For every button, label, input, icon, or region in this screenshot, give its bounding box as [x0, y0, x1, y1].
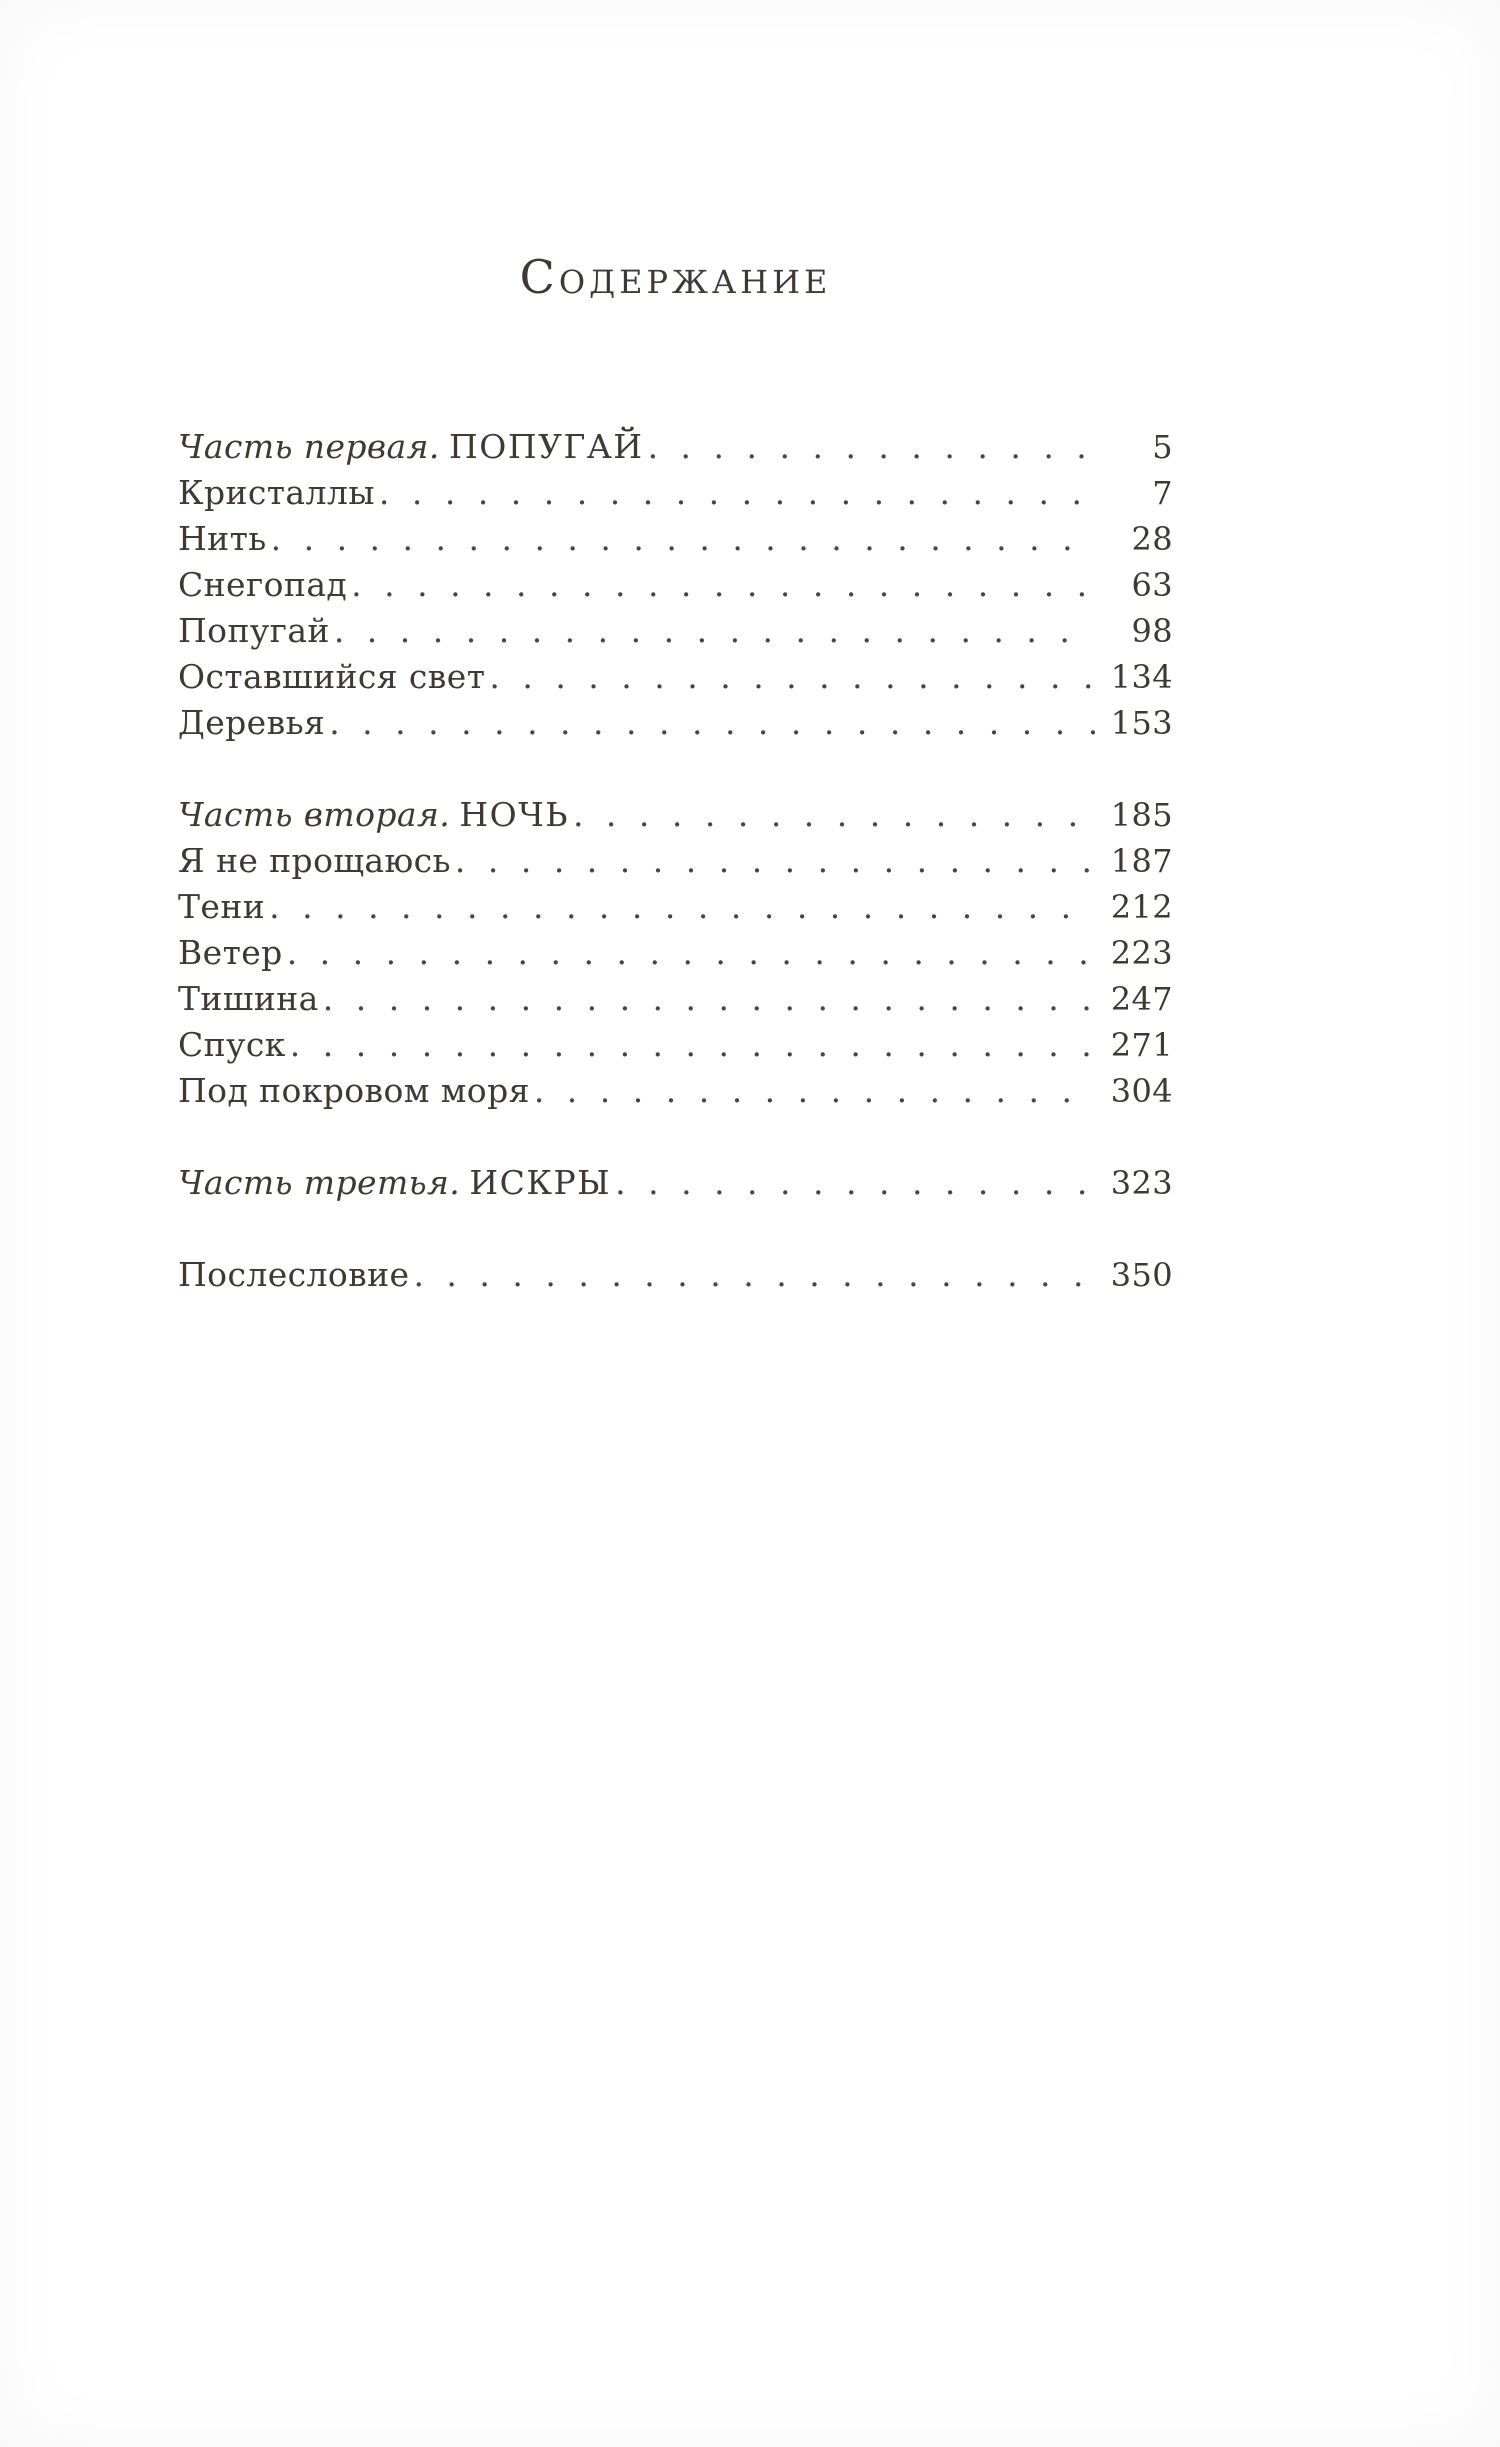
toc-chapter-row [178, 976, 1173, 1022]
chapter-title: Под покровом моря [178, 1071, 530, 1110]
dot-leader [379, 470, 1095, 516]
dot-leader [413, 1252, 1095, 1298]
chapter-title: Спуск [178, 1025, 286, 1064]
dot-leader [269, 884, 1095, 930]
dot-leader [615, 1160, 1095, 1206]
page-number: 187 [1110, 842, 1173, 880]
dot-leader [290, 1022, 1095, 1068]
toc-chapter-row [178, 470, 1173, 516]
dot-leader [489, 654, 1095, 700]
toc-chapter-row [178, 1022, 1173, 1068]
page-number: 223 [1110, 934, 1173, 972]
part-label: Часть первая. [178, 427, 440, 466]
chapter-title: Тишина [178, 979, 319, 1018]
toc-part-row [178, 792, 1173, 838]
dot-leader [287, 930, 1095, 976]
toc-chapter-row [178, 930, 1173, 976]
page-number: 350 [1110, 1256, 1173, 1294]
toc-part-row [178, 1160, 1173, 1206]
page-number: 134 [1110, 658, 1173, 696]
dot-leader [323, 976, 1095, 1022]
chapter-title: Послесловие [178, 1255, 410, 1294]
part-label: Часть вторая. [178, 795, 451, 834]
dot-leader [271, 516, 1095, 562]
page-number: 185 [1110, 796, 1173, 834]
chapter-title: Нить [178, 519, 267, 558]
page-number: 271 [1110, 1026, 1173, 1064]
page-number: 247 [1110, 980, 1173, 1018]
chapter-title: Я не прощаюсь [178, 841, 451, 880]
page-number: 63 [1131, 566, 1173, 604]
toc-chapter-row [178, 1068, 1173, 1114]
part-title: ПОПУГАЙ [448, 427, 644, 466]
page-number: 323 [1110, 1164, 1173, 1202]
toc-part-row [178, 424, 1173, 470]
chapter-title: Снегопад [178, 565, 348, 604]
toc-chapter-row [178, 884, 1173, 930]
toc-chapter-row [178, 562, 1173, 608]
toc-chapter-row [178, 608, 1173, 654]
page-number: 98 [1131, 612, 1173, 650]
dot-leader [329, 700, 1095, 746]
dot-leader [648, 424, 1095, 470]
page-number: 153 [1110, 704, 1173, 742]
page-number: 7 [1152, 474, 1173, 512]
page-title: Содержание [519, 250, 832, 304]
dot-leader [351, 562, 1095, 608]
chapter-title: Попугай [178, 611, 330, 650]
dot-leader [334, 608, 1095, 654]
chapter-title: Тени [178, 887, 266, 926]
dot-leader [534, 1068, 1095, 1114]
toc-chapter-row [178, 700, 1173, 746]
chapter-title: Ветер [178, 933, 283, 972]
page-number: 5 [1152, 428, 1173, 466]
page-number: 28 [1131, 520, 1173, 558]
page-number: 212 [1110, 888, 1173, 926]
page-number: 304 [1110, 1072, 1173, 1110]
toc-chapter-row [178, 1252, 1173, 1298]
chapter-title: Оставшийся свет [178, 657, 486, 696]
part-label: Часть третья. [178, 1163, 461, 1202]
toc-chapter-row [178, 838, 1173, 884]
dot-leader [455, 838, 1095, 884]
chapter-title: Кристаллы [178, 473, 375, 512]
toc-chapter-row [178, 654, 1173, 700]
part-title: ИСКРЫ [469, 1163, 612, 1202]
toc-content [178, 250, 1173, 1298]
toc-chapter-row [178, 516, 1173, 562]
chapter-title: Деревья [178, 703, 326, 742]
dot-leader [573, 792, 1095, 838]
part-title: НОЧЬ [459, 795, 569, 834]
